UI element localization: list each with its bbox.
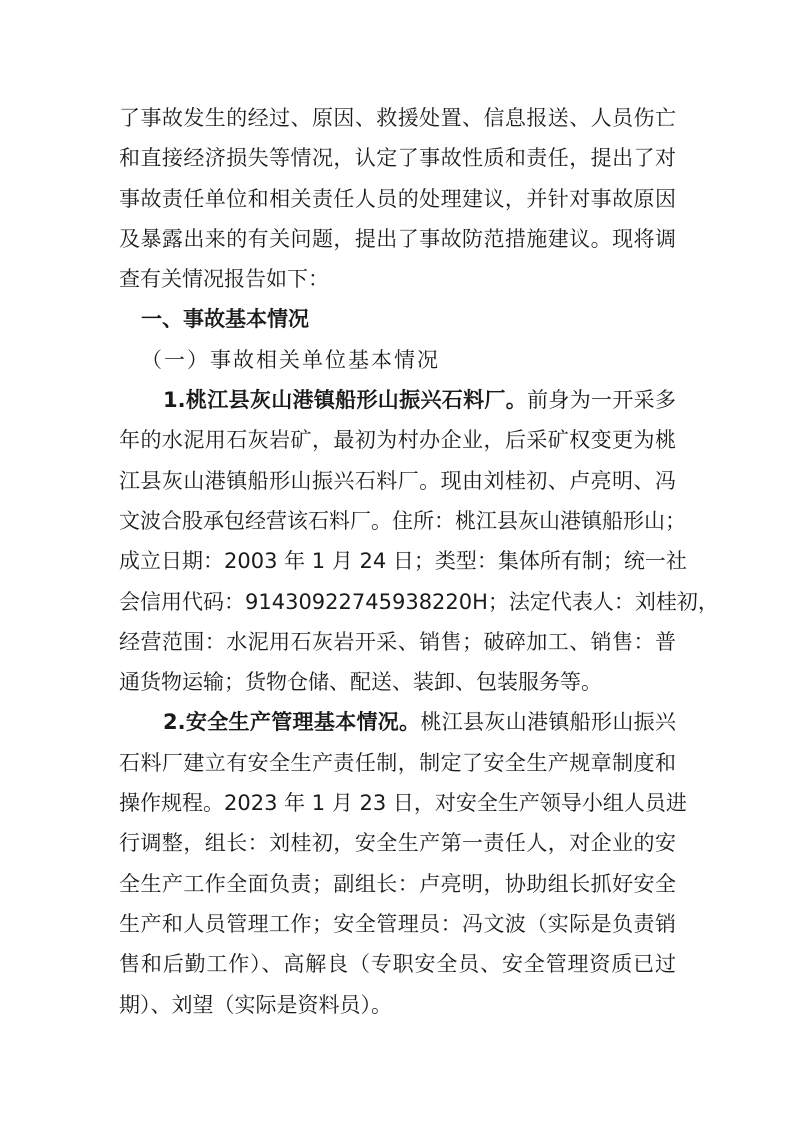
intro-paragraph (119, 98, 676, 299)
text-line: 售和后勤工作）、高解良（专职安全员、安全管理资质已过 (119, 952, 676, 977)
text-line: 事故责任单位和相关责任人员的处理建议，并针对事故原因 (119, 186, 676, 211)
text-run: 前身为一开采多 (527, 388, 676, 413)
text-line: 了事故发生的经过、原因、救援处置、信息报送、人员伤亡 (119, 106, 676, 130)
text-line: 查有关情况报告如下： (119, 267, 329, 292)
text-line: 石料厂建立有安全生产责任制，制定了安全生产规章制度和 (119, 750, 676, 775)
text-line: 成立日期：2003 年 1 月 24 日；类型：集体所有制；统一社 (119, 549, 687, 574)
text-line: 文波合股承包经营该石料厂。住所：桃江县灰山港镇船形山； (119, 508, 686, 533)
text-line: 年的水泥用石灰岩矿，最初为村办企业，后采矿权变更为桃 (119, 428, 676, 453)
item1-paragraph (119, 380, 719, 702)
text-line: 全生产工作全面负责；副组长：卢亮明，协助组长抓好安全 (119, 871, 676, 896)
subsection-heading: （一）事故相关单位基本情况 (141, 347, 440, 372)
text-line: 会信用代码：91430922745938220H；法定代表人：刘桂初， (119, 589, 719, 614)
item1-title: 1.桃江县灰山港镇船形山振兴石料厂。 (163, 388, 528, 413)
text-line: 及暴露出来的有关问题，提出了事故防范措施建议。现将调 (119, 226, 676, 251)
document-body (119, 98, 719, 1025)
text-line (119, 702, 676, 742)
text-line: 和直接经济损失等情况，认定了事故性质和责任，提出了对 (119, 146, 676, 171)
text-line: 生产和人员管理工作；安全管理员：冯文波（实际是负责销 (119, 911, 676, 936)
item2-paragraph (119, 702, 687, 1024)
section-heading: 一、事故基本情况 (141, 307, 309, 332)
item2-title: 2.安全生产管理基本情况。 (163, 710, 421, 735)
text-line: 经营范围：水泥用石灰岩开采、销售；破碎加工、销售：普 (119, 629, 676, 654)
text-line: 通货物运输；货物仓储、配送、装卸、包装服务等。 (119, 670, 602, 695)
text-line: 期）、刘望（实际是资料员）。 (119, 992, 392, 1017)
text-line: 江县灰山港镇船形山振兴石料厂。现由刘桂初、卢亮明、冯 (119, 468, 676, 493)
text-run: 桃江县灰山港镇船形山振兴 (420, 710, 676, 735)
text-line: 操作规程。2023 年 1 月 23 日，对安全生产领导小组人员进 (119, 791, 687, 816)
text-line: 行调整，组长：刘桂初，安全生产第一责任人，对企业的安 (119, 831, 676, 856)
text-line (119, 380, 676, 420)
